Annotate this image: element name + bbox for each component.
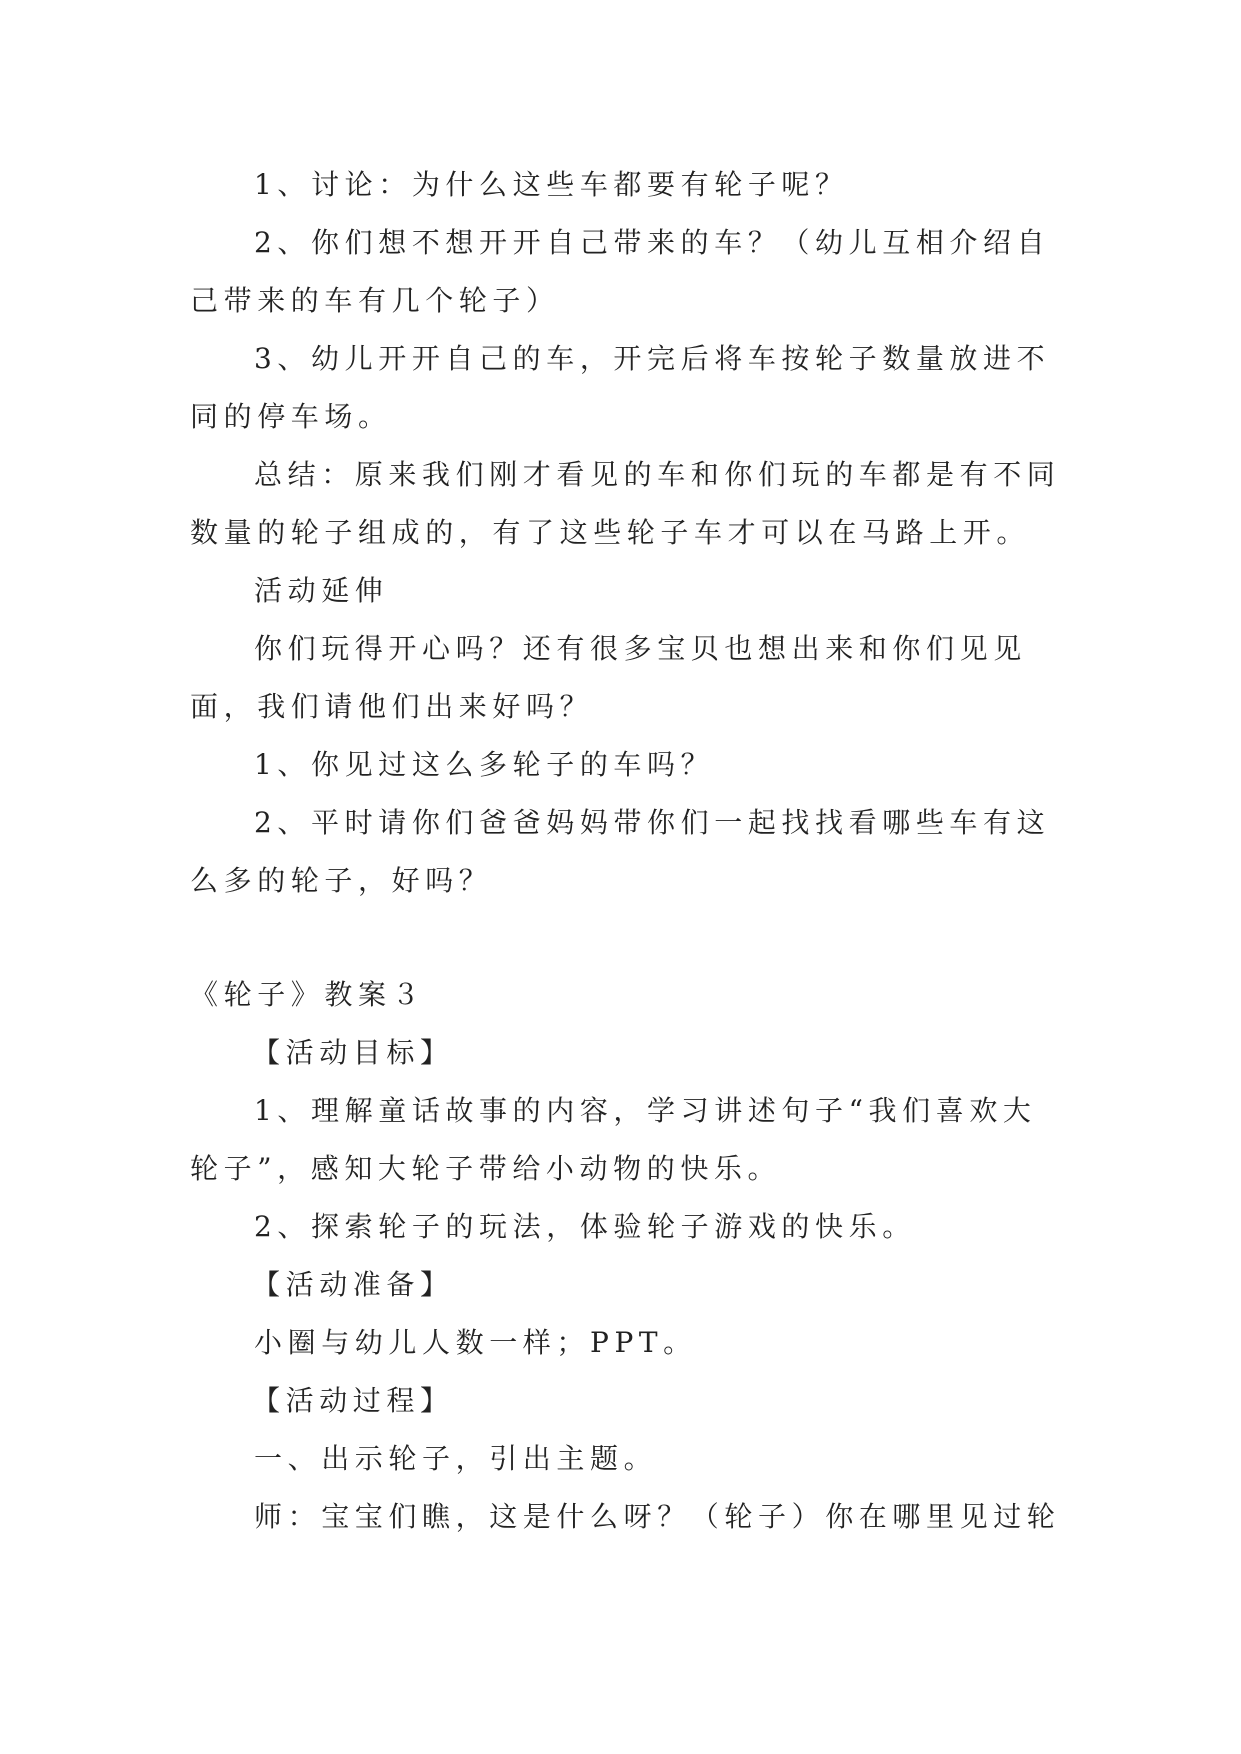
section-heading: 【活动准备】 [252, 1268, 454, 1301]
paragraph-line: 你们玩得开心吗？还有很多宝贝也想出来和你们见见 [254, 632, 1027, 665]
paragraph-line: 轮子”，感知大轮子带给小动物的快乐。 [190, 1152, 782, 1185]
document-title: 《轮子》教案３ [190, 978, 426, 1011]
paragraph-line: 数量的轮子组成的，有了这些轮子车才可以在马路上开。 [190, 516, 1031, 549]
paragraph-line: 师：宝宝们瞧，这是什么呀？（轮子）你在哪里见过轮 [254, 1500, 1061, 1533]
paragraph-line: 总结：原来我们刚才看见的车和你们玩的车都是有不同 [254, 458, 1061, 491]
paragraph-line: 2、探索轮子的玩法，体验轮子游戏的快乐。 [254, 1210, 916, 1243]
section-heading: 活动延伸 [254, 574, 389, 607]
paragraph-line: 么多的轮子，好吗？ [190, 864, 493, 897]
paragraph-line: 1、讨论：为什么这些车都要有轮子呢？ [254, 168, 849, 201]
paragraph-line: 面，我们请他们出来好吗？ [190, 690, 594, 723]
paragraph-line: 3、幼儿开开自己的车，开完后将车按轮子数量放进不 [254, 342, 1051, 375]
paragraph-line: 1、你见过这么多轮子的车吗？ [254, 748, 715, 781]
paragraph-line: 同的停车场。 [190, 400, 392, 433]
section-heading: 【活动目标】 [252, 1036, 454, 1069]
paragraph-line: 一、出示轮子，引出主题。 [254, 1442, 658, 1475]
paragraph-line: 1、理解童话故事的内容，学习讲述句子“我们喜欢大 [254, 1094, 1037, 1127]
section-heading: 【活动过程】 [252, 1384, 454, 1417]
paragraph-line: 2、平时请你们爸爸妈妈带你们一起找找看哪些车有这 [254, 806, 1051, 839]
paragraph-line: 己带来的车有几个轮子） [190, 284, 560, 317]
paragraph-line: 小圈与幼儿人数一样；PPT。 [254, 1326, 697, 1359]
paragraph-line: 2、你们想不想开开自己带来的车？（幼儿互相介绍自 [254, 226, 1051, 259]
